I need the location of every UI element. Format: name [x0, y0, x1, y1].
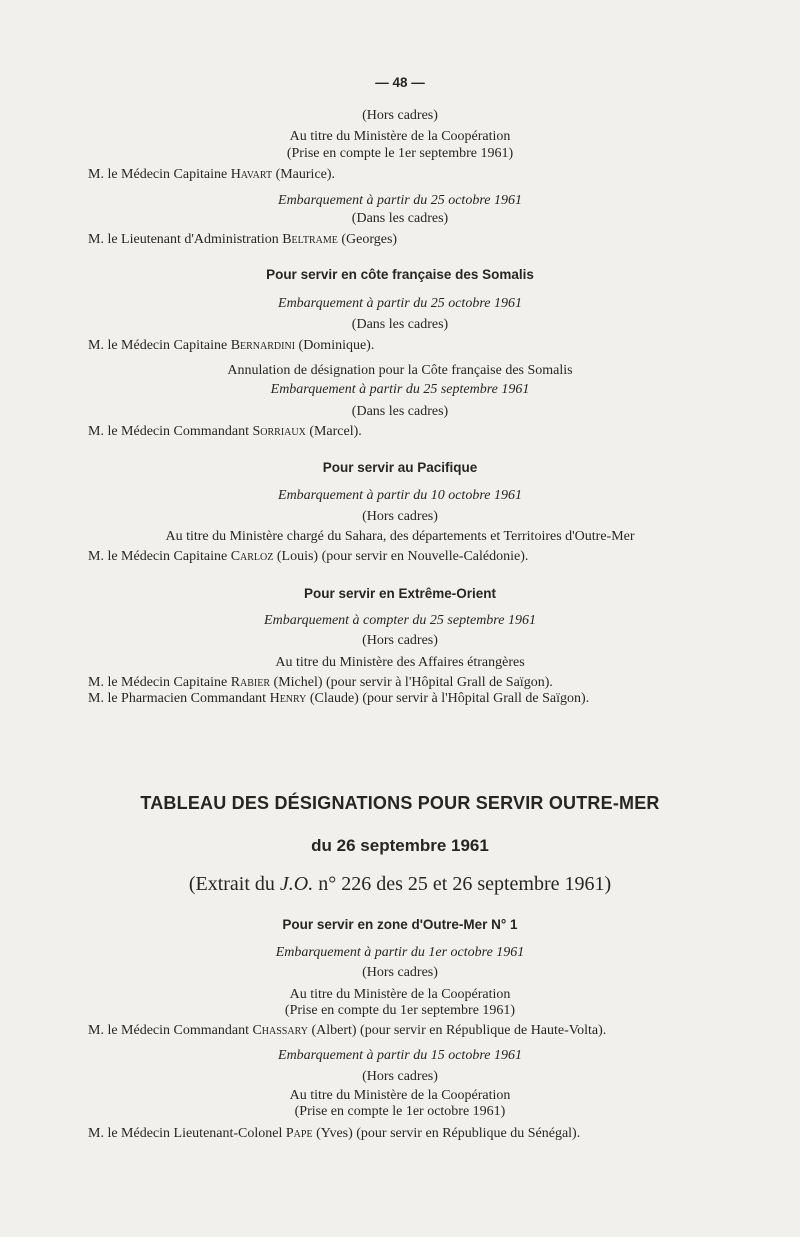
designation-rank: M. le Médecin Commandant	[88, 1023, 253, 1038]
ministry-line: Au titre du Ministère de la Coopération	[289, 1088, 511, 1103]
designation-firstname: (Yves) (pour servir en République du Sénégal).	[312, 1126, 581, 1141]
designation-line	[88, 1125, 580, 1142]
status-line: (Dans les cadres)	[351, 211, 449, 226]
embarquement-line: Embarquement à compter du 25 septembre 1961	[264, 613, 536, 628]
designation-firstname: (Georges)	[337, 232, 398, 247]
status-line: (Dans les cadres)	[351, 317, 449, 332]
designation-line	[88, 337, 374, 354]
designation-line	[88, 1022, 606, 1039]
designation-surname: Carloz	[230, 549, 274, 564]
designation-firstname: (Maurice).	[272, 167, 336, 182]
embarquement-line: Embarquement à partir du 25 octobre 1961	[278, 296, 522, 311]
prise-en-compte-line: (Prise en compte le 1er septembre 1961)	[286, 146, 514, 161]
designation-surname: Rabier	[230, 675, 271, 690]
ministry-line: Au titre du Ministère chargé du Sahara, des départements et Territoires d'Outre-Mer	[165, 529, 635, 544]
designation-line	[88, 166, 335, 183]
designation-rank: M. le Lieutenant d'Administration	[88, 232, 283, 247]
embarquement-line: Embarquement à partir du 25 septembre 1961	[270, 382, 530, 397]
extrait-prefix: (Extrait du	[188, 873, 280, 895]
tableau-title: TABLEAU DES DÉSIGNATIONS POUR SERVIR OUTRE-MER	[140, 793, 660, 813]
designation-line	[88, 690, 589, 707]
designation-firstname: (Louis) (pour servir en Nouvelle-Calédonie).	[273, 549, 529, 564]
designation-rank: M. le Médecin Capitaine	[88, 675, 231, 690]
extrait-journal: J.O.	[279, 873, 314, 895]
status-line: (Dans les cadres)	[351, 404, 449, 419]
designation-surname: Havart	[230, 167, 273, 182]
designation-rank: M. le Médecin Capitaine	[88, 167, 231, 182]
section-heading-zone: Pour servir en zone d'Outre-Mer N° 1	[282, 917, 518, 932]
section-heading-somalis: Pour servir en côte française des Somalis	[266, 267, 534, 282]
section-heading-pacifique: Pour servir au Pacifique	[322, 460, 478, 475]
page-number: — 48 —	[375, 75, 425, 90]
status-line: (Hors cadres)	[362, 633, 438, 648]
ministry-line: Au titre du Ministère des Affaires étrangères	[275, 655, 525, 670]
embarquement-line: Embarquement à partir du 25 octobre 1961	[278, 193, 522, 208]
status-line: (Hors cadres)	[362, 965, 438, 980]
designation-firstname: (Marcel).	[305, 424, 362, 439]
designation-surname: Chassary	[252, 1023, 308, 1038]
extrait-suffix: n° 226 des 25 et 26 septembre 1961)	[313, 873, 612, 895]
designation-surname: Pape	[285, 1126, 313, 1141]
status-line: (Hors cadres)	[362, 509, 438, 524]
prise-en-compte-line: (Prise en compte du 1er septembre 1961)	[284, 1003, 516, 1018]
embarquement-line: Embarquement à partir du 10 octobre 1961	[278, 488, 522, 503]
designation-surname: Sorriaux	[252, 424, 306, 439]
designation-rank: M. le Pharmacien Commandant	[88, 691, 270, 706]
designation-firstname: (Dominique).	[295, 338, 375, 353]
designation-surname: Beltrame	[282, 232, 338, 247]
designation-firstname: (Claude) (pour servir à l'Hôpital Grall de Saïgon).	[306, 691, 590, 706]
designation-surname: Henry	[269, 691, 307, 706]
designation-firstname: (Albert) (pour servir en République de Haute-Volta).	[307, 1023, 607, 1038]
prise-en-compte-line: (Prise en compte le 1er octobre 1961)	[294, 1104, 506, 1119]
designation-line	[88, 548, 528, 565]
ministry-line: Au titre du Ministère de la Coopération	[289, 987, 511, 1002]
tableau-date: du 26 septembre 1961	[311, 836, 489, 855]
extrait-line	[0, 872, 800, 896]
designation-rank: M. le Médecin Capitaine	[88, 338, 231, 353]
designation-firstname: (Michel) (pour servir à l'Hôpital Grall de Saïgon).	[270, 675, 553, 690]
embarquement-line: Embarquement à partir du 1er octobre 1961	[275, 945, 525, 960]
designation-rank: M. le Médecin Commandant	[88, 424, 253, 439]
designation-line	[88, 674, 553, 691]
ministry-line: Au titre du Ministère de la Coopération	[289, 129, 511, 144]
designation-rank: M. le Médecin Lieutenant-Colonel	[88, 1126, 286, 1141]
status-line: (Hors cadres)	[362, 1069, 438, 1084]
annulation-line: Annulation de désignation pour la Côte française des Somalis	[227, 363, 573, 378]
designation-line	[88, 423, 362, 440]
embarquement-line: Embarquement à partir du 15 octobre 1961	[278, 1048, 522, 1063]
status-line: (Hors cadres)	[362, 108, 438, 123]
designation-surname: Bernardini	[230, 338, 296, 353]
designation-rank: M. le Médecin Capitaine	[88, 549, 231, 564]
designation-line	[88, 231, 397, 248]
section-heading-extreme-orient: Pour servir en Extrême-Orient	[303, 586, 497, 601]
